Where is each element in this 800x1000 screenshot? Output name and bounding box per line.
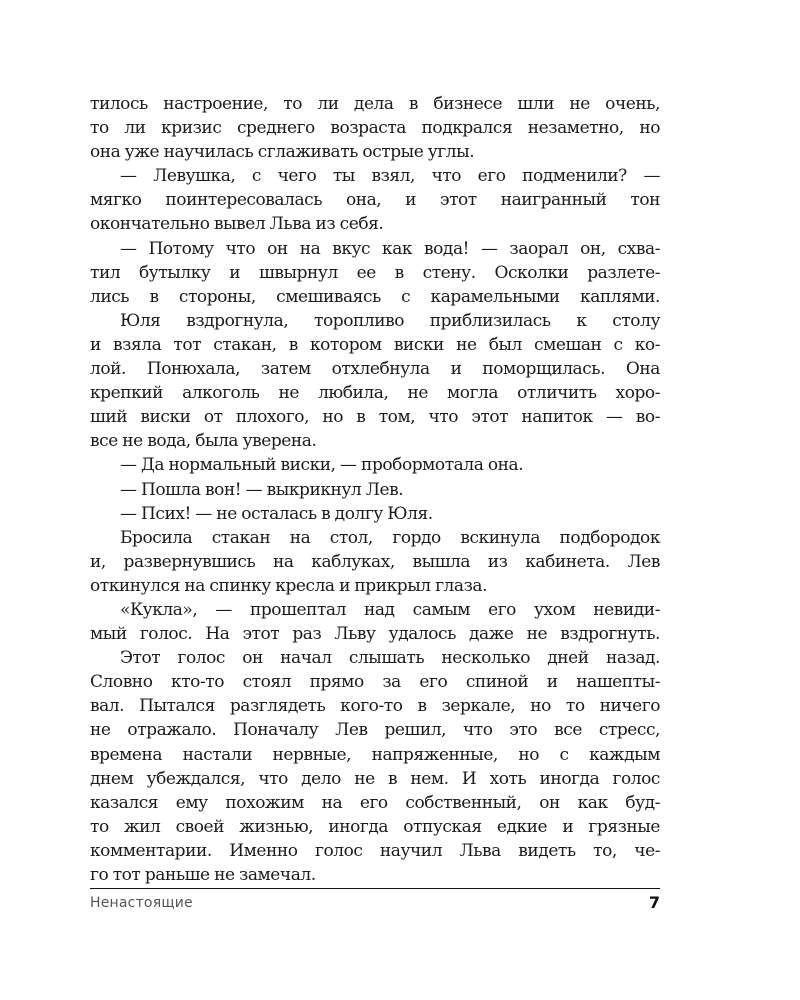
text-line: лись в стороны, смешиваясь с карамельными каплями. bbox=[90, 286, 660, 307]
text-line: днем убеждался, что дело не в нем. И хоть иногда голос bbox=[90, 768, 660, 789]
text-line: — Потому что он на вкус как вода! — заорал он, схва- bbox=[120, 238, 660, 259]
text-line: — Да нормальный виски, — пробормотала она. bbox=[120, 455, 524, 476]
text-line: то ли кризис среднего возраста подкрался незаметно, но bbox=[90, 118, 660, 139]
text-line: то жил своей жизнью, иногда отпуская едкие и грязные bbox=[90, 816, 660, 837]
text-line: вал. Пытался разглядеть кого-то в зеркале, но то ничего bbox=[90, 696, 660, 717]
text-line: времена настали нервные, напряженные, но с каждым bbox=[90, 744, 660, 765]
text-line: лой. Понюхала, затем отхлебнула и поморщилась. Она bbox=[90, 359, 660, 380]
text-line: мый голос. На этот раз Льву удалось даже не вздрогнуть. bbox=[90, 624, 660, 645]
text-line: — Пошла вон! — выкрикнул Лев. bbox=[120, 479, 404, 500]
text-line: — Левушка, с чего ты взял, что его подменили? — bbox=[120, 166, 660, 187]
text-line: — Псих! — не осталась в долгу Юля. bbox=[120, 503, 433, 524]
text-line: Словно кто-то стоял прямо за его спиной и нашепты- bbox=[90, 672, 660, 693]
text-line: все не вода, была уверена. bbox=[90, 431, 317, 452]
text-line: казался ему похожим на его собственный, он как буд- bbox=[90, 792, 660, 813]
text-line: мягко поинтересовалась она, и этот наигранный тон bbox=[90, 190, 660, 211]
text-line: и взяла тот стакан, в котором виски не был смешан с ко- bbox=[90, 334, 660, 355]
text-line: го тот раньше не замечал. bbox=[90, 865, 316, 885]
footer-divider bbox=[90, 888, 660, 889]
text-line: Юля вздрогнула, торопливо приблизилась к столу bbox=[120, 310, 660, 331]
text-line: Этот голос он начал слышать несколько дней назад. bbox=[120, 648, 660, 669]
text-line: тил бутылку и швырнул ее в стену. Осколки разлете- bbox=[90, 262, 660, 283]
body-text bbox=[90, 92, 660, 887]
text-line: «Кукла», — прошептал над самым его ухом невиди- bbox=[120, 599, 660, 620]
text-line: она уже научилась сглаживать острые углы. bbox=[90, 142, 475, 163]
text-line: Бросила стакан на стол, гордо вскинула подбородок bbox=[120, 527, 660, 548]
text-line: тилось настроение, то ли дела в бизнесе шли не очень, bbox=[90, 94, 660, 114]
text-line: окончательно вывел Льва из себя. bbox=[90, 214, 384, 235]
text-line: и, развернувшись на каблуках, вышла из кабинета. Лев bbox=[90, 551, 660, 572]
text-line: откинулся на спинку кресла и прикрыл глаза. bbox=[90, 575, 488, 596]
page-number: 7 bbox=[648, 893, 660, 912]
text-line: не отражало. Поначалу Лев решил, что это все стресс, bbox=[90, 720, 660, 741]
running-footer-title: Ненастоящие bbox=[90, 895, 193, 911]
text-line: ший виски от плохого, но в том, что этот напиток — во- bbox=[90, 407, 660, 428]
text-line: комментарии. Именно голос научил Льва видеть то, че- bbox=[90, 840, 660, 861]
text-line: крепкий алкоголь не любила, не могла отличить хоро- bbox=[90, 383, 660, 404]
